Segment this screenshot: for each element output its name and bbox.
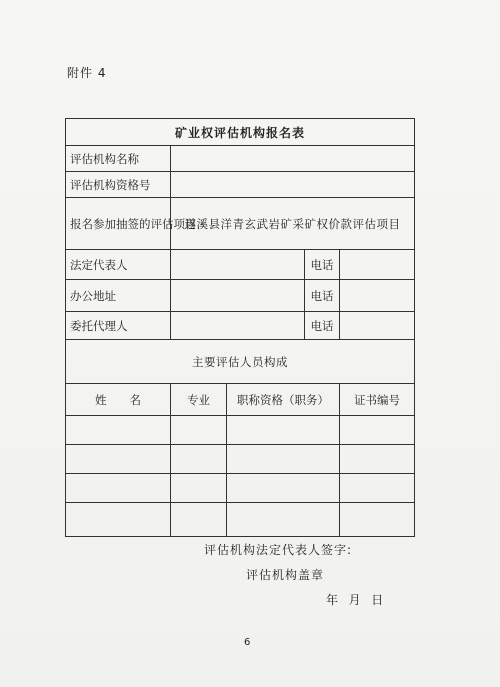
table-row — [66, 503, 415, 537]
staff-title-cell[interactable] — [227, 503, 340, 537]
col-cert-header: 证书编号 — [340, 384, 415, 416]
address-phone-field[interactable] — [340, 280, 415, 312]
staff-cert-cell[interactable] — [340, 474, 415, 503]
table-row — [66, 416, 415, 445]
project-label: 报名参加抽签的评估项目 — [66, 198, 171, 250]
agent-field[interactable] — [171, 312, 305, 340]
legal-rep-phone-field[interactable] — [340, 250, 415, 280]
staff-major-cell[interactable] — [171, 416, 227, 445]
staff-title-cell[interactable] — [227, 445, 340, 474]
page-number: 6 — [244, 637, 251, 648]
staff-cert-cell[interactable] — [340, 416, 415, 445]
form-title: 矿业权评估机构报名表 — [66, 119, 415, 146]
legal-rep-field[interactable] — [171, 250, 305, 280]
staff-title-cell[interactable] — [227, 474, 340, 503]
legal-rep-signature-label: 评估机构法定代表人签字: — [204, 543, 353, 557]
staff-section-title: 主要评估人员构成 — [66, 340, 415, 384]
staff-name-cell[interactable] — [66, 416, 171, 445]
col-title-header: 职称资格（职务） — [227, 384, 340, 416]
agent-label: 委托代理人 — [66, 312, 171, 340]
address-label: 办公地址 — [66, 280, 171, 312]
attachment-label: 附件 4 — [67, 66, 107, 80]
staff-major-cell[interactable] — [171, 503, 227, 537]
col-name-header: 姓 名 — [66, 384, 171, 416]
org-qual-label: 评估机构资格号 — [66, 172, 171, 198]
seal-label: 评估机构盖章 — [246, 568, 325, 582]
address-phone-label: 电话 — [305, 280, 340, 312]
staff-name-cell[interactable] — [66, 474, 171, 503]
table-row — [66, 445, 415, 474]
registration-form — [65, 118, 415, 537]
col-major-header: 专业 — [171, 384, 227, 416]
org-name-label: 评估机构名称 — [66, 146, 171, 172]
table-row — [66, 474, 415, 503]
org-qual-field[interactable] — [171, 172, 415, 198]
agent-phone-field[interactable] — [340, 312, 415, 340]
staff-name-cell[interactable] — [66, 503, 171, 537]
date-label: 年 月 日 — [326, 593, 385, 607]
staff-cert-cell[interactable] — [340, 503, 415, 537]
staff-name-cell[interactable] — [66, 445, 171, 474]
agent-phone-label: 电话 — [305, 312, 340, 340]
staff-title-cell[interactable] — [227, 416, 340, 445]
project-value: 遂溪县洋青玄武岩矿采矿权价款评估项目 — [171, 198, 415, 250]
org-name-field[interactable] — [171, 146, 415, 172]
staff-cert-cell[interactable] — [340, 445, 415, 474]
legal-rep-phone-label: 电话 — [305, 250, 340, 280]
address-field[interactable] — [171, 280, 305, 312]
staff-major-cell[interactable] — [171, 445, 227, 474]
legal-rep-label: 法定代表人 — [66, 250, 171, 280]
staff-major-cell[interactable] — [171, 474, 227, 503]
